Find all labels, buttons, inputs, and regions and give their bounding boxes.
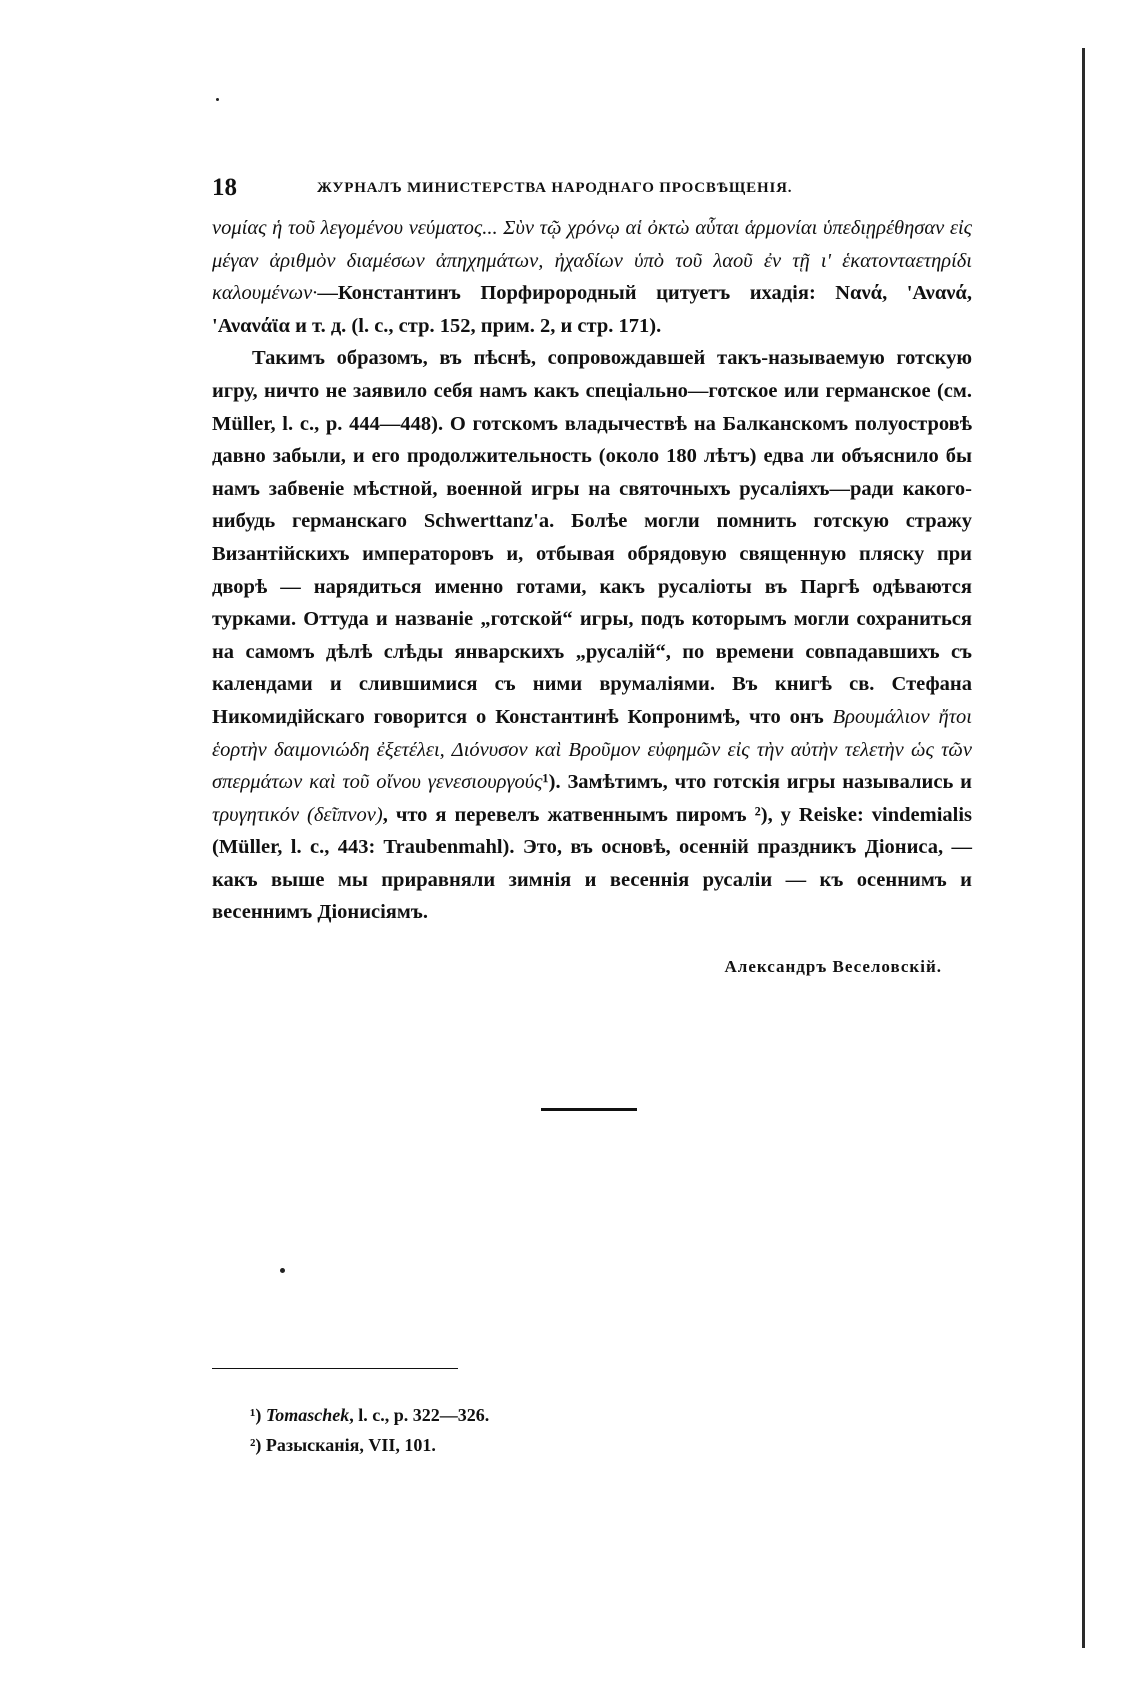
paragraph-1-text: —Константинъ Порфирородный цитуетъ ихадія: Νανά, 'Ανανά, 'Ανανάϊα и т. д. (l. c., стр. 152, прим. 2, и стр. 171). [212,282,972,337]
footnote-2 [250,1430,750,1460]
paragraph-2 [212,342,972,929]
footnote-1-text: , l. c., p. 322—326. [349,1405,490,1425]
greek-quote-1: νομίας ἡ τοῦ λεγομένου νεύματος... Σὺν τῷ χρόνῳ αἱ ὀκτὼ αὗται ἁρμονίαι ὑπεδιῃρέθησαν εἰς μέγαν ἀριθμὸν διαμέσων ἀπηχημάτων, ἠχαδίων ὑπὸ τοῦ λαοῦ ἐν τῇ ι' ἑκατονταετηρίδι καλουμένων· [212,217,972,305]
speck-mark [280,1268,285,1273]
scan-edge-line [1082,48,1085,1648]
page-content [212,168,972,977]
page-header [212,168,972,212]
page-number: 18 [212,174,237,201]
greek-quote-3: τρυγητικόν (δεῖπνον) [212,803,383,826]
footnote-1-author: Tomaschek [265,1405,350,1425]
speck-mark [216,98,219,101]
paragraph-1 [212,212,972,342]
footnote-rule [212,1368,458,1369]
author-signature: Александръ Веселовскій. [724,957,942,977]
footnote-1 [250,1400,750,1430]
section-end-rule [541,1108,637,1111]
paragraph-2-text-1: Такимъ образомъ, въ пѣснѣ, сопровождавшей такъ-называемую готскую игру, ничто не заявило себя намъ какъ спеціально—готское или германское (см. Müller, l. c., p. 444—448). О готскомъ владычествѣ на Балканскомъ полуостровѣ давно забыли, и его продолжительность (около 180 лѣтъ) едва ли объяснило бы намъ забвеніе мѣстной, военной игры на святочныхъ русаліяхъ—ради какого-нибудь германскаго Schwerttanz'a. Болѣе могли помнить готскую стражу Византійскихъ императоровъ и, отбывая обрядовую священную пляску при дворѣ — нарядиться именно готами, какъ русаліоты въ Паргѣ одѣваются турками. Оттуда и названіе „готской“ игры, подъ которымъ могли сохраниться на самомъ дѣлѣ слѣды январскихъ „русалій“, по времени совпадавшихъ съ календами и слившимися съ ними врумаліями. Въ книгѣ св. Стефана Никомидійскаго говорится о Константинѣ Копронимѣ, что онъ [212,347,972,728]
running-title: ЖУРНАЛЪ МИНИСТЕРСТВА НАРОДНАГО ПРОСВѢЩЕНІЯ. [317,180,793,196]
paragraph-2-text-3: , что я перевелъ жатвеннымъ пиромъ ²), у Reiske: vindemialis (Müller, l. c., 443: Traubenmahl). Это, въ основѣ, осенній праздникъ Діониса, — какъ выше мы приравняли зимнія и весеннія русаліи — къ осеннимъ и весеннимъ Діонисіямъ. [212,803,973,924]
greek-quote-2: Βρουμάλιον ἤτοι ἑορτὴν δαιμονιώδη ἐξετέλει, Διόνυσον καὶ Βροῦμον εὐφημῶν εἰς τὴν αὐτὴν τελετὴν ὡς τῶν σπερμάτων καὶ τοῦ οἴνου γενεσιουργούς [212,705,972,794]
body-text [212,212,972,929]
footnote-2-marker: ²) [250,1435,266,1455]
footnote-2-text: Разысканія, VII, 101. [265,1435,436,1455]
footnote-1-marker: ¹) [250,1405,266,1425]
paragraph-2-text-2: ¹). Замѣтимъ, что готскія игры назывались и [542,771,972,794]
footnotes [250,1400,750,1460]
